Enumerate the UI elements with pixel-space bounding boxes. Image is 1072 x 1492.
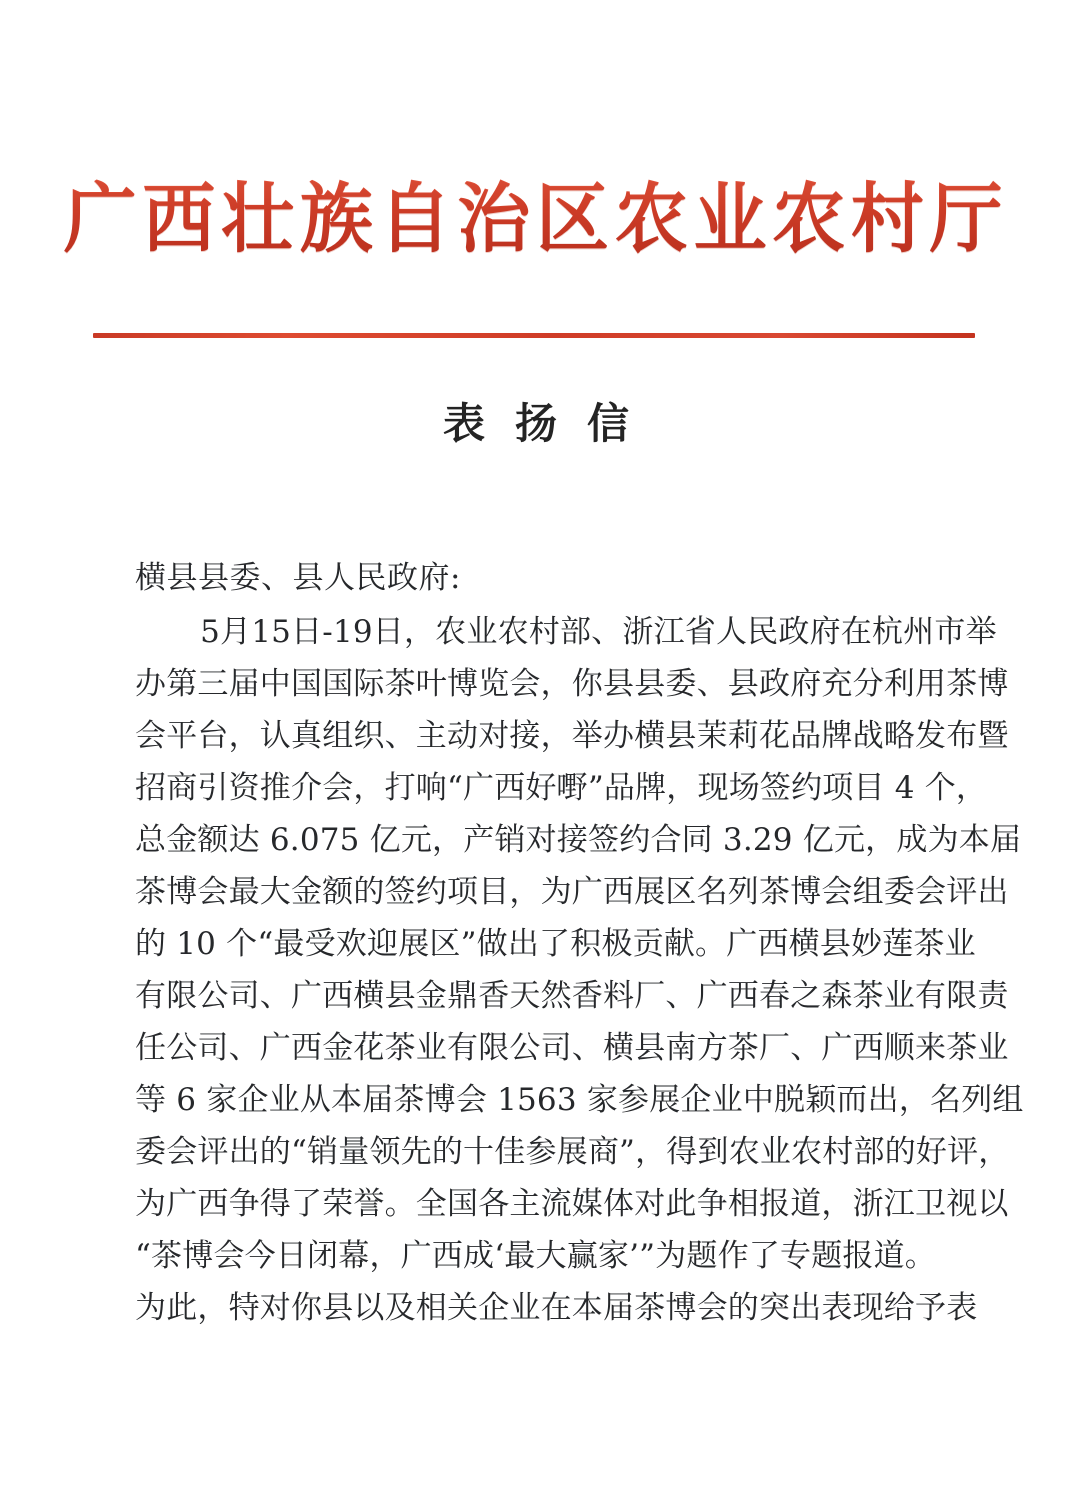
body-line: 茶博会最大金额的签约项目，为广西展区名列茶博会组委会评出: [135, 874, 1009, 910]
body-line: 任公司、广西金花茶业有限公司、横县南方茶厂、广西顺来茶业: [135, 1030, 1009, 1066]
letterhead-organization-title: 广西壮族自治区农业农村厅: [63, 174, 1009, 263]
body-line: 委会评出的“销量领先的十佳参展商”，得到农业农村部的好评，: [135, 1134, 1010, 1170]
body-paragraph: [135, 606, 1024, 1334]
body-line: 有限公司、广西横县金鼎香天然香料厂、广西春之森茶业有限责: [135, 978, 1009, 1014]
body-line: “茶博会今日闭幕，广西成‘最大赢家’”为题作了专题报道。: [135, 1238, 937, 1274]
body-line: 招商引资推介会，打响“广西好嘢”品牌，现场签约项目 4 个，: [135, 770, 988, 806]
letterhead: [0, 176, 1072, 261]
letterhead-red-rule: [93, 333, 975, 338]
body-line: 办第三届中国国际茶叶博览会，你县县委、县政府充分利用茶博: [135, 666, 1009, 702]
body-line: 的 10 个“最受欢迎展区”做出了积极贡献。广西横县妙莲茶业: [135, 926, 976, 962]
document-body: [135, 552, 1024, 1334]
body-line: 会平台，认真组织、主动对接，举办横县茉莉花品牌战略发布暨: [135, 718, 1009, 754]
body-line: 5月15日-19日，农业农村部、浙江省人民政府在杭州市举: [200, 614, 997, 650]
body-line: 为广西争得了荣誉。全国各主流媒体对此争相报道，浙江卫视以: [135, 1186, 1009, 1222]
body-line: 等 6 家企业从本届茶博会 1563 家参展企业中脱颖而出，名列组: [135, 1082, 1024, 1118]
salutation: 横县县委、县人民政府:: [135, 560, 461, 596]
body-line: 总金额达 6.075 亿元，产销对接签约合同 3.29 亿元，成为本届: [135, 822, 1022, 858]
document-title: 表扬信: [442, 399, 659, 448]
body-line: 为此，特对你县以及相关企业在本届茶博会的突出表现给予表: [135, 1290, 978, 1326]
